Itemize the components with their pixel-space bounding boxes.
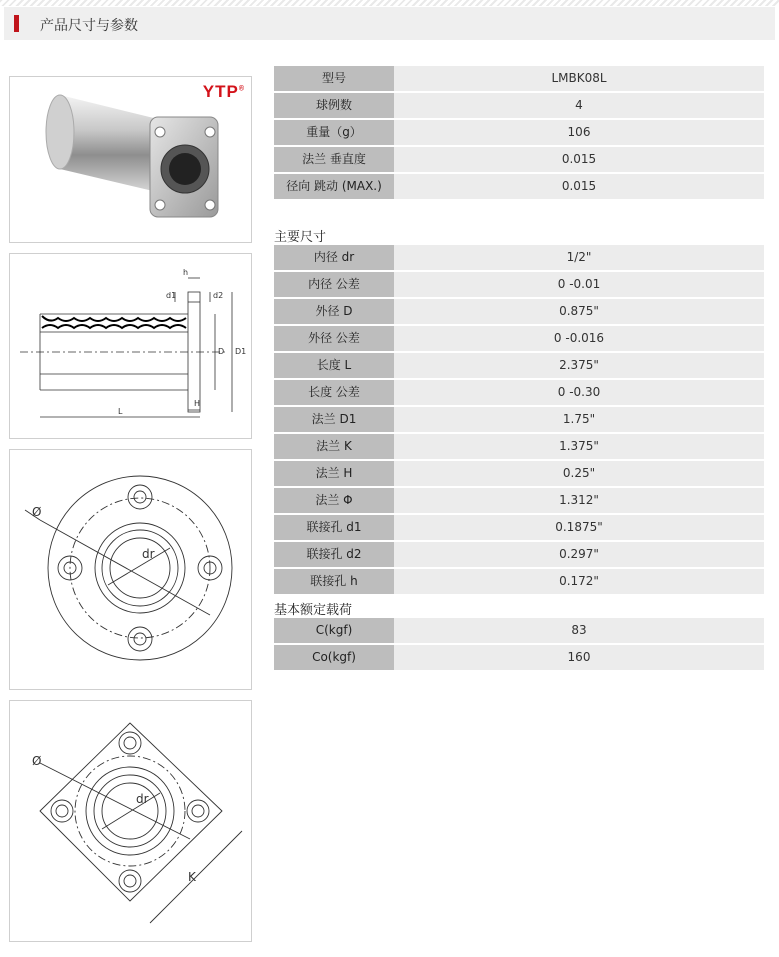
side-view-drawing <box>9 253 252 439</box>
label-d2: d2 <box>213 291 224 300</box>
spec-value: 1.75" <box>394 407 764 432</box>
spec-value: 1/2" <box>394 245 764 270</box>
spec-value: 0 -0.01 <box>394 272 764 297</box>
dimension-row <box>274 434 764 459</box>
dimension-row <box>274 488 764 513</box>
spec-label: 外径 公差 <box>274 326 394 351</box>
label-H: H <box>194 399 201 408</box>
spec-label: C(kgf) <box>274 618 394 643</box>
label-D1: D1 <box>235 347 247 356</box>
dimension-row <box>274 542 764 567</box>
spec-value: 4 <box>394 93 764 118</box>
spec-value: 2.375" <box>394 353 764 378</box>
spec-label: 外径 D <box>274 299 394 324</box>
spec-value: 0 -0.30 <box>394 380 764 405</box>
spec-label: 法兰 K <box>274 434 394 459</box>
spec-value: 83 <box>394 618 764 643</box>
label-h: h <box>183 268 189 277</box>
spec-value: 0.25" <box>394 461 764 486</box>
dimensions-title: 主要尺寸 <box>274 230 327 245</box>
label-phi: Ø <box>32 505 42 519</box>
load-title: 基本额定载荷 <box>274 603 353 618</box>
spec-value: 0.015 <box>394 174 764 199</box>
header-marker <box>14 15 19 32</box>
spec-value: 0.172" <box>394 569 764 594</box>
dimension-row <box>274 272 764 297</box>
dimension-row <box>274 407 764 432</box>
spec-label: 型号 <box>274 66 394 91</box>
dimension-row <box>274 299 764 324</box>
spec-label: 法兰 D1 <box>274 407 394 432</box>
section-header <box>4 7 775 40</box>
label-L: L <box>118 407 123 416</box>
spec-label: 法兰 Φ <box>274 488 394 513</box>
spec-value: 1.312" <box>394 488 764 513</box>
dimension-row <box>274 380 764 405</box>
spec-label: Co(kgf) <box>274 645 394 670</box>
section-title: 产品尺寸与参数 <box>40 18 138 34</box>
dimension-row <box>274 353 764 378</box>
spec-label: 球例数 <box>274 93 394 118</box>
label-d1: d1 <box>166 291 177 300</box>
label-dr: dr <box>142 547 155 561</box>
basic-spec-row <box>274 120 764 145</box>
label-K: K <box>188 870 196 884</box>
label-phi-square: Ø <box>32 754 42 768</box>
spec-value: 160 <box>394 645 764 670</box>
spec-label: 联接孔 d1 <box>274 515 394 540</box>
basic-spec-row <box>274 174 764 199</box>
spec-label: 内径 dr <box>274 245 394 270</box>
product-photo <box>9 76 252 243</box>
spec-value: 0.015 <box>394 147 764 172</box>
top-stripe <box>0 0 779 6</box>
load-row <box>274 618 764 643</box>
spec-value: 0 -0.016 <box>394 326 764 351</box>
round-flange-drawing <box>9 449 252 690</box>
spec-value: 0.875" <box>394 299 764 324</box>
spec-value: 0.1875" <box>394 515 764 540</box>
basic-spec-row <box>274 66 764 91</box>
basic-spec-row <box>274 93 764 118</box>
spec-label: 长度 L <box>274 353 394 378</box>
spec-label: 长度 公差 <box>274 380 394 405</box>
dimension-row <box>274 461 764 486</box>
spec-label: 联接孔 d2 <box>274 542 394 567</box>
label-dr-square: dr <box>136 792 149 806</box>
spec-value: 0.297" <box>394 542 764 567</box>
spec-label: 法兰 H <box>274 461 394 486</box>
square-flange-drawing <box>9 700 252 942</box>
label-D: D <box>218 347 225 356</box>
dimension-row <box>274 326 764 351</box>
spec-label: 内径 公差 <box>274 272 394 297</box>
dimension-row <box>274 515 764 540</box>
spec-label: 径向 跳动 (MAX.) <box>274 174 394 199</box>
spec-value: LMBK08L <box>394 66 764 91</box>
dimension-row <box>274 569 764 594</box>
spec-label: 联接孔 h <box>274 569 394 594</box>
load-row <box>274 645 764 670</box>
dimension-row <box>274 245 764 270</box>
spec-value: 1.375" <box>394 434 764 459</box>
spec-label: 法兰 垂直度 <box>274 147 394 172</box>
spec-value: 106 <box>394 120 764 145</box>
basic-spec-row <box>274 147 764 172</box>
brand-logo: YTP® <box>202 82 245 101</box>
spec-label: 重量（g） <box>274 120 394 145</box>
